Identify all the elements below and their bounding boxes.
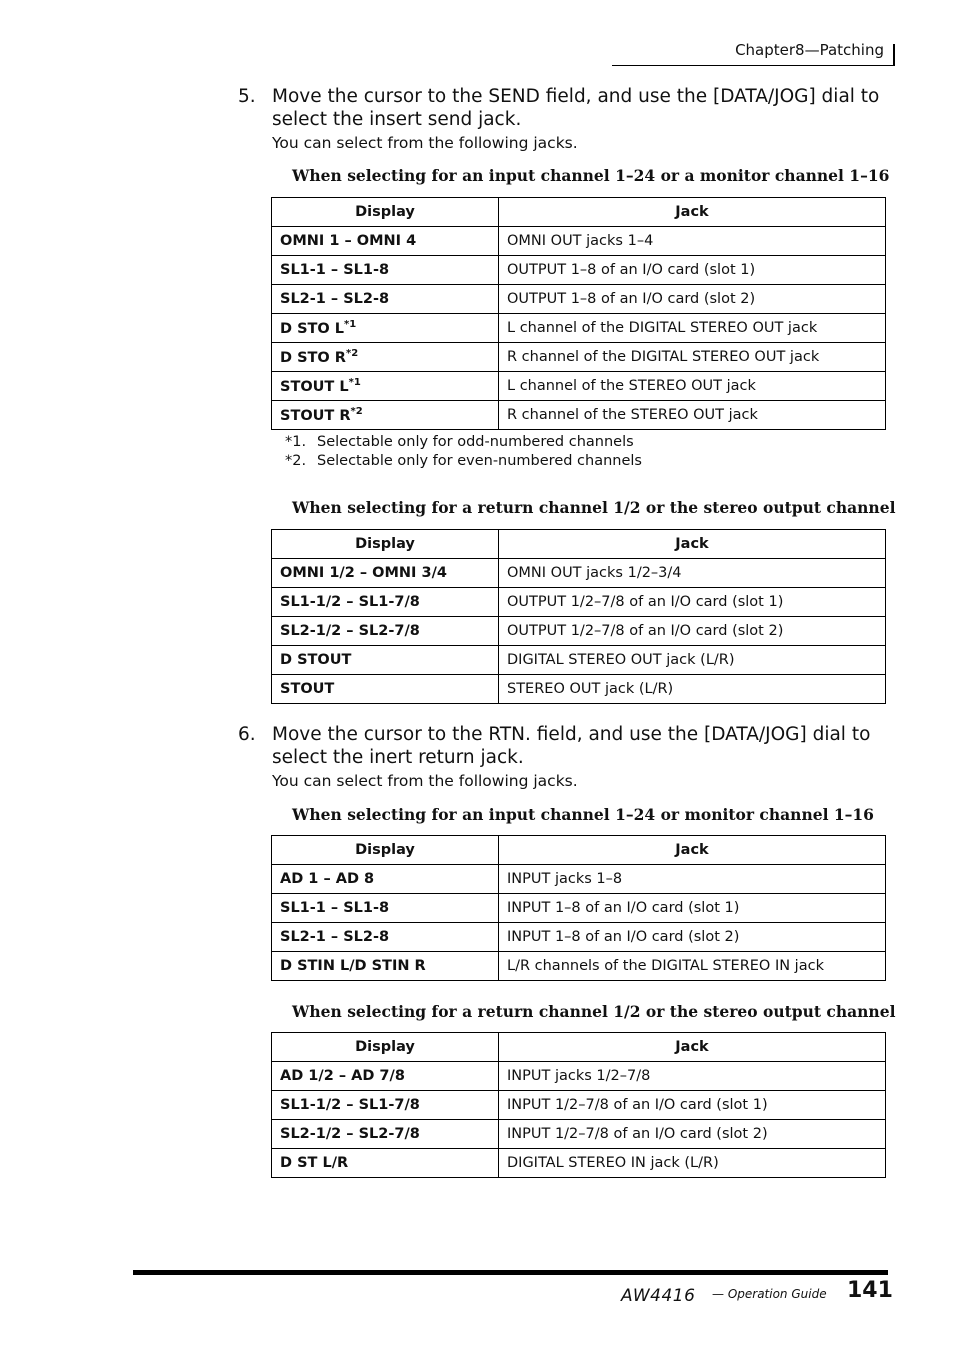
display-value: SL2-1/2 – SL2-7/8 [280, 1126, 420, 1142]
display-value: D ST L/R [280, 1155, 349, 1171]
column-header-display: Display [272, 530, 499, 559]
table-1-caption: When selecting for an input channel 1–24 or a monitor channel 1–16 [292, 166, 890, 185]
table-4-caption: When selecting for a return channel 1/2 or the stereo output channel [292, 1002, 896, 1021]
jack-cell: L channel of the STEREO OUT jack [499, 372, 886, 401]
table-1 [271, 197, 886, 430]
display-value: OMNI 1 – OMNI 4 [280, 233, 417, 249]
display-cell [272, 588, 499, 617]
table-1-body [272, 227, 886, 430]
jack-cell: L channel of the DIGITAL STEREO OUT jack [499, 314, 886, 343]
display-value: SL2-1 – SL2-8 [280, 929, 390, 945]
table-row [272, 894, 886, 923]
step-number: 6. [238, 724, 256, 745]
display-cell [272, 1120, 499, 1149]
display-value: SL1-1 – SL1-8 [280, 262, 390, 278]
display-value: STOUT [280, 681, 335, 697]
jack-cell: INPUT 1–8 of an I/O card (slot 1) [499, 894, 886, 923]
table-row [272, 401, 886, 430]
step-text: Move the cursor to the SEND field, and use the [DATA/JOG] dial to select the insert send jack. [272, 86, 880, 130]
table-row [272, 285, 886, 314]
table-row [272, 865, 886, 894]
running-header: Chapter8—Patching [735, 41, 884, 59]
header-tick [893, 44, 895, 66]
table-row [272, 1091, 886, 1120]
display-value: SL1-1/2 – SL1-7/8 [280, 1097, 420, 1113]
table-row [272, 559, 886, 588]
jack-cell: L/R channels of the DIGITAL STEREO IN jack [499, 952, 886, 981]
display-cell [272, 923, 499, 952]
jack-cell: DIGITAL STEREO OUT jack (L/R) [499, 646, 886, 675]
header-rule [612, 65, 894, 66]
table-row [272, 923, 886, 952]
column-header-jack: Jack [499, 1033, 886, 1062]
display-cell [272, 675, 499, 704]
table-2-body [272, 559, 886, 704]
display-value: D STOUT [280, 652, 352, 668]
step-6-note: You can select from the following jacks. [272, 772, 578, 790]
jack-cell: OMNI OUT jacks 1/2–3/4 [499, 559, 886, 588]
display-cell [272, 1091, 499, 1120]
display-value: SL2-1 – SL2-8 [280, 291, 390, 307]
jack-cell: DIGITAL STEREO IN jack (L/R) [499, 1149, 886, 1178]
page-number: 141 [847, 1278, 893, 1303]
footnote-ref: *2 [350, 406, 363, 418]
table-row [272, 256, 886, 285]
display-cell [272, 1149, 499, 1178]
jack-cell: OMNI OUT jacks 1–4 [499, 227, 886, 256]
jack-cell: OUTPUT 1/2–7/8 of an I/O card (slot 2) [499, 617, 886, 646]
table-row [272, 372, 886, 401]
table-3 [271, 835, 886, 981]
column-header-display: Display [272, 1033, 499, 1062]
column-header-jack: Jack [499, 198, 886, 227]
display-cell [272, 314, 499, 343]
display-value: SL2-1/2 – SL2-7/8 [280, 623, 420, 639]
display-value: SL1-1 – SL1-8 [280, 900, 390, 916]
table-row [272, 314, 886, 343]
jack-cell: INPUT 1–8 of an I/O card (slot 2) [499, 923, 886, 952]
table-row [272, 227, 886, 256]
display-value: D STO R [280, 349, 346, 366]
display-cell [272, 343, 499, 372]
jack-cell: OUTPUT 1–8 of an I/O card (slot 1) [499, 256, 886, 285]
jack-cell: R channel of the DIGITAL STEREO OUT jack [499, 343, 886, 372]
jack-cell: INPUT 1/2–7/8 of an I/O card (slot 1) [499, 1091, 886, 1120]
table-row [272, 1120, 886, 1149]
footnote-ref: *1 [348, 377, 361, 389]
footnote-ref: *2 [345, 348, 359, 360]
column-header-jack: Jack [499, 530, 886, 559]
display-cell [272, 285, 499, 314]
table-row [272, 646, 886, 675]
table-row [272, 588, 886, 617]
display-cell [272, 894, 499, 923]
display-cell [272, 401, 499, 430]
footnote-1: *1. Selectable only for odd-numbered channels [285, 434, 634, 450]
table-4 [271, 1032, 886, 1178]
jack-cell: INPUT jacks 1/2–7/8 [499, 1062, 886, 1091]
display-value: SL1-1/2 – SL1-7/8 [280, 594, 420, 610]
display-value: OMNI 1/2 – OMNI 3/4 [280, 565, 447, 581]
table-row [272, 1062, 886, 1091]
column-header-jack: Jack [499, 836, 886, 865]
jack-cell: STEREO OUT jack (L/R) [499, 675, 886, 704]
display-value: D STIN L/D STIN R [280, 958, 426, 974]
jack-cell: OUTPUT 1/2–7/8 of an I/O card (slot 1) [499, 588, 886, 617]
step-text: Move the cursor to the RTN. field, and use the [DATA/JOG] dial to select the inert return jack. [272, 724, 871, 768]
display-cell [272, 952, 499, 981]
table-4-body [272, 1062, 886, 1178]
display-cell [272, 1062, 499, 1091]
jack-cell: INPUT jacks 1–8 [499, 865, 886, 894]
jack-cell: OUTPUT 1–8 of an I/O card (slot 2) [499, 285, 886, 314]
jack-cell: R channel of the STEREO OUT jack [499, 401, 886, 430]
display-cell [272, 865, 499, 894]
display-value: AD 1/2 – AD 7/8 [280, 1068, 405, 1084]
footnotes [285, 433, 642, 471]
display-value: D STO L [280, 320, 345, 337]
column-header-display: Display [272, 198, 499, 227]
table-row [272, 343, 886, 372]
display-cell [272, 256, 499, 285]
table-row [272, 952, 886, 981]
jack-cell: INPUT 1/2–7/8 of an I/O card (slot 2) [499, 1120, 886, 1149]
table-3-caption: When selecting for an input channel 1–24 or monitor channel 1–16 [292, 805, 874, 824]
table-3-body [272, 865, 886, 981]
footnote-2: *2. Selectable only for even-numbered channels [285, 453, 642, 469]
step-number: 5. [238, 86, 256, 107]
footer-rule [133, 1270, 888, 1275]
column-header-display: Display [272, 836, 499, 865]
display-cell [272, 372, 499, 401]
display-cell [272, 559, 499, 588]
display-cell [272, 646, 499, 675]
table-row [272, 675, 886, 704]
table-row [272, 617, 886, 646]
display-value: STOUT L [280, 378, 349, 395]
display-cell [272, 227, 499, 256]
display-cell [272, 617, 499, 646]
table-2-caption: When selecting for a return channel 1/2 or the stereo output channel [292, 498, 896, 517]
display-value: STOUT R [280, 407, 351, 424]
table-row [272, 1149, 886, 1178]
guide-label: — Operation Guide [712, 1287, 827, 1301]
step-5-note: You can select from the following jacks. [272, 134, 578, 152]
footnote-ref: *1 [344, 319, 357, 331]
product-logo: AW4416 [621, 1286, 696, 1306]
table-2 [271, 529, 886, 704]
display-value: AD 1 – AD 8 [280, 871, 375, 887]
